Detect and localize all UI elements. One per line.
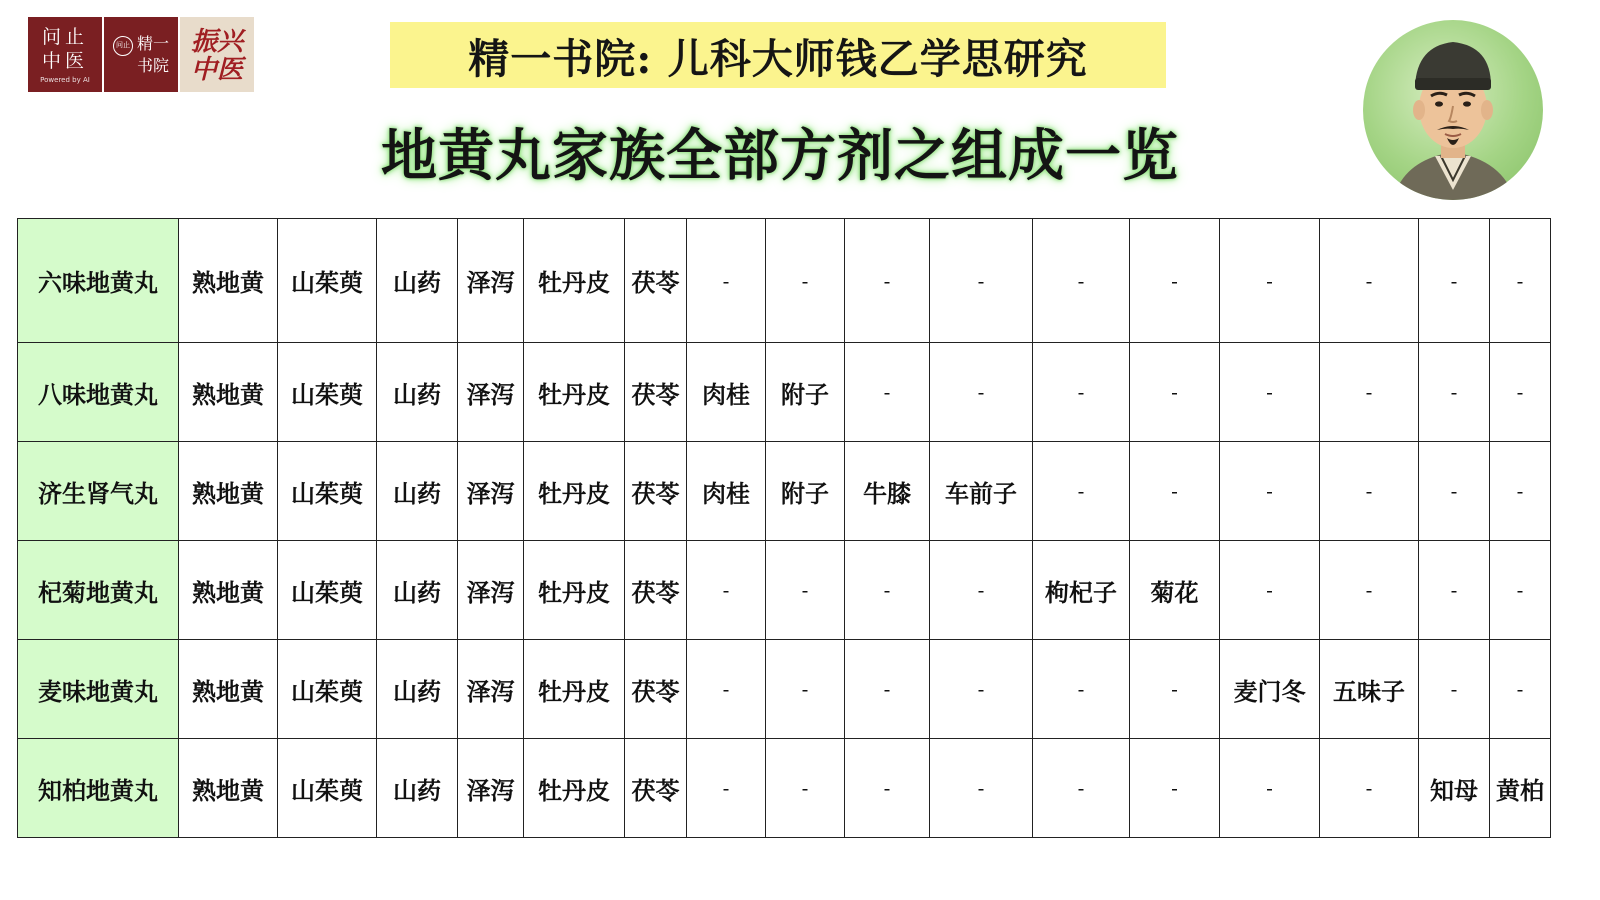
herb-cell: 泽泻 xyxy=(458,640,524,739)
empty-cell: - xyxy=(1220,541,1320,640)
empty-cell: - xyxy=(1419,442,1490,541)
empty-cell: - xyxy=(1490,640,1551,739)
herb-cell: 五味子 xyxy=(1320,640,1419,739)
herb-cell: 泽泻 xyxy=(458,739,524,838)
empty-cell: - xyxy=(1033,739,1130,838)
table-row xyxy=(18,640,1551,739)
empty-cell: - xyxy=(845,219,930,343)
herb-cell: 牡丹皮 xyxy=(524,442,625,541)
herb-cell: 泽泻 xyxy=(458,343,524,442)
herb-cell: 牡丹皮 xyxy=(524,343,625,442)
herb-cell: 熟地黄 xyxy=(179,442,278,541)
empty-cell: - xyxy=(1419,541,1490,640)
empty-cell: - xyxy=(1033,219,1130,343)
empty-cell: - xyxy=(930,343,1033,442)
herb-cell: 山药 xyxy=(377,640,458,739)
empty-cell: - xyxy=(845,640,930,739)
herb-cell: 山茱萸 xyxy=(278,219,377,343)
herb-cell: 牡丹皮 xyxy=(524,640,625,739)
empty-cell: - xyxy=(766,541,845,640)
jingyi-shuyuan-logo xyxy=(104,17,178,92)
formula-name-cell: 麦味地黄丸 xyxy=(18,640,179,739)
empty-cell: - xyxy=(687,739,766,838)
logo-strip xyxy=(28,17,254,92)
formula-name-cell: 知柏地黄丸 xyxy=(18,739,179,838)
herb-cell: 茯苓 xyxy=(625,343,687,442)
herb-cell: 山药 xyxy=(377,442,458,541)
herb-cell: 茯苓 xyxy=(625,442,687,541)
empty-cell: - xyxy=(1419,219,1490,343)
empty-cell: - xyxy=(1490,442,1551,541)
logo1-line1: 问止 xyxy=(41,26,88,48)
herb-cell: 牡丹皮 xyxy=(524,219,625,343)
herb-cell: 山药 xyxy=(377,219,458,343)
herb-cell: 熟地黄 xyxy=(179,739,278,838)
herb-cell: 熟地黄 xyxy=(179,219,278,343)
herb-cell: 熟地黄 xyxy=(179,640,278,739)
herb-cell: 熟地黄 xyxy=(179,541,278,640)
table-body xyxy=(18,219,1551,838)
empty-cell: - xyxy=(1490,541,1551,640)
empty-cell: - xyxy=(1130,640,1220,739)
herb-cell: 山茱萸 xyxy=(278,541,377,640)
empty-cell: - xyxy=(930,640,1033,739)
empty-cell: - xyxy=(687,640,766,739)
herb-cell: 知母 xyxy=(1419,739,1490,838)
herb-cell: 山茱萸 xyxy=(278,640,377,739)
empty-cell: - xyxy=(687,219,766,343)
logo3-line2: 中医 xyxy=(190,54,243,85)
seal-icon: 问止 xyxy=(113,36,133,56)
herb-cell: 山茱萸 xyxy=(278,739,377,838)
empty-cell: - xyxy=(766,739,845,838)
empty-cell: - xyxy=(1220,739,1320,838)
herb-cell: 附子 xyxy=(766,442,845,541)
table-row xyxy=(18,219,1551,343)
empty-cell: - xyxy=(1130,343,1220,442)
herb-cell: 肉桂 xyxy=(687,442,766,541)
empty-cell: - xyxy=(1320,541,1419,640)
empty-cell: - xyxy=(1320,343,1419,442)
herb-cell: 茯苓 xyxy=(625,640,687,739)
formula-name-cell: 八味地黄丸 xyxy=(18,343,179,442)
herb-cell: 茯苓 xyxy=(625,739,687,838)
logo2-line2: 书院 xyxy=(136,55,169,75)
empty-cell: - xyxy=(1033,343,1130,442)
herb-cell: 泽泻 xyxy=(458,442,524,541)
herb-cell: 山药 xyxy=(377,739,458,838)
herb-cell: 枸杞子 xyxy=(1033,541,1130,640)
herb-cell: 附子 xyxy=(766,343,845,442)
herb-cell: 泽泻 xyxy=(458,541,524,640)
wenzhi-zhongyi-logo xyxy=(28,17,102,92)
empty-cell: - xyxy=(1220,343,1320,442)
empty-cell: - xyxy=(845,343,930,442)
empty-cell: - xyxy=(1130,739,1220,838)
table-row xyxy=(18,343,1551,442)
formula-composition-table xyxy=(17,218,1551,838)
herb-cell: 茯苓 xyxy=(625,541,687,640)
herb-cell: 牛膝 xyxy=(845,442,930,541)
herb-cell: 牡丹皮 xyxy=(524,739,625,838)
empty-cell: - xyxy=(687,541,766,640)
herb-cell: 山药 xyxy=(377,343,458,442)
empty-cell: - xyxy=(1130,219,1220,343)
formula-name-cell: 六味地黄丸 xyxy=(18,219,179,343)
empty-cell: - xyxy=(1033,442,1130,541)
empty-cell: - xyxy=(845,541,930,640)
empty-cell: - xyxy=(1320,219,1419,343)
herb-cell: 菊花 xyxy=(1130,541,1220,640)
logo2-text xyxy=(137,33,169,77)
empty-cell: - xyxy=(930,739,1033,838)
herb-cell: 山药 xyxy=(377,541,458,640)
empty-cell: - xyxy=(1490,343,1551,442)
herb-cell: 麦门冬 xyxy=(1220,640,1320,739)
logo1-tagline: Powered by AI xyxy=(40,76,90,84)
empty-cell: - xyxy=(1033,640,1130,739)
logo2-line1: 精一 xyxy=(136,33,169,53)
logo1-line2: 中医 xyxy=(41,50,88,72)
zhenxing-zhongyi-logo xyxy=(180,17,254,92)
herb-cell: 茯苓 xyxy=(625,219,687,343)
page-title: 地黄丸家族全部方剂之组成一览 xyxy=(381,123,1179,189)
herb-cell: 泽泻 xyxy=(458,219,524,343)
table-row xyxy=(18,541,1551,640)
empty-cell: - xyxy=(1220,442,1320,541)
empty-cell: - xyxy=(1490,219,1551,343)
herb-cell: 山茱萸 xyxy=(278,442,377,541)
herb-cell: 熟地黄 xyxy=(179,343,278,442)
formula-name-cell: 济生肾气丸 xyxy=(18,442,179,541)
empty-cell: - xyxy=(1220,219,1320,343)
table-row xyxy=(18,739,1551,838)
empty-cell: - xyxy=(1130,442,1220,541)
empty-cell: - xyxy=(766,640,845,739)
empty-cell: - xyxy=(930,541,1033,640)
empty-cell: - xyxy=(930,219,1033,343)
herb-cell: 黄柏 xyxy=(1490,739,1551,838)
empty-cell: - xyxy=(1419,343,1490,442)
formula-name-cell: 杞菊地黄丸 xyxy=(18,541,179,640)
logo3-line1: 振兴 xyxy=(190,26,243,57)
herb-cell: 肉桂 xyxy=(687,343,766,442)
herb-cell: 山茱萸 xyxy=(278,343,377,442)
table-row xyxy=(18,442,1551,541)
empty-cell: - xyxy=(1320,442,1419,541)
empty-cell: - xyxy=(1419,640,1490,739)
herb-cell: 车前子 xyxy=(930,442,1033,541)
empty-cell: - xyxy=(766,219,845,343)
empty-cell: - xyxy=(1320,739,1419,838)
herb-cell: 牡丹皮 xyxy=(524,541,625,640)
series-title: 精一书院: 儿科大师钱乙学思研究 xyxy=(390,22,1166,88)
empty-cell: - xyxy=(845,739,930,838)
scholar-portrait-icon xyxy=(1363,20,1543,200)
